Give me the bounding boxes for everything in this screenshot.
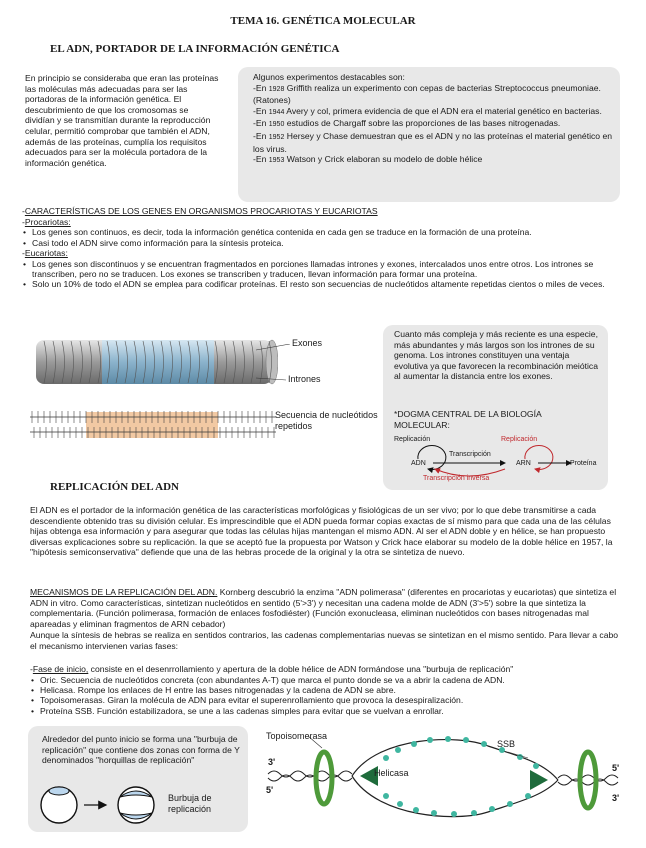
- exones-label: Exones: [292, 338, 323, 348]
- chromosome-cylinder: [36, 340, 278, 384]
- experiments-box: [238, 67, 620, 202]
- eucariotas-item: • Solo un 10% de todo el ADN se emplea para codificar proteínas. El resto son secuencias de nucleótidos altamente repetidas cientos o miles de veces.: [22, 279, 622, 289]
- ssb-protein-dot: [471, 810, 477, 816]
- fase-inicio-item: • Proteína SSB. Función estabilizadora, se une a las cadenas simples para evitar que se vuelvan a enrollar.: [30, 706, 630, 716]
- topoisomerase-rings: [316, 752, 596, 808]
- procariotas-list: [22, 227, 622, 248]
- eucariotas-list: [22, 259, 622, 290]
- experiment-item: -En 1944 Avery y col, primera evidencia de que el ADN era el material genético en bacterias.: [253, 105, 602, 116]
- dogma-title: *DOGMA CENTRAL DE LA BIOLOGÍA MOLECULAR:: [394, 409, 542, 430]
- ssb-protein-dot: [507, 801, 513, 807]
- bubble-box: [28, 726, 248, 832]
- ssb-protein-dot: [451, 811, 457, 817]
- experiment-year: 1950: [268, 121, 285, 129]
- ssb-protein-dot: [411, 741, 417, 747]
- arn-node: ARN: [516, 460, 531, 467]
- experiments-list: [253, 83, 613, 167]
- bubble-text: Alrededor del punto inicio se forma una "burbuja de replicación" que contiene dos zonas con forma de Y denominados "horquillas de replicación": [42, 734, 240, 766]
- fase-inicio-label: Fase de inicio,: [32, 664, 89, 674]
- replication-fork-figure: [258, 726, 630, 844]
- intron-exon-figure: [28, 332, 278, 444]
- mecanismos-heading: MECANISMOS DE LA REPLICACIÓN DEL ADN.: [30, 587, 218, 597]
- strand-5-right: 5': [612, 763, 620, 773]
- ssb-protein-dot: [395, 747, 401, 753]
- fase-inicio-item: • Helicasa. Rompe los enlaces de H entre las bases nitrogenadas y la cadena de ADN se abre.: [30, 685, 630, 695]
- ssb-label: SSB: [497, 739, 516, 749]
- genes-section: -CARACTERÍSTICAS DE LOS GENES EN ORGANISMOS PROCARIOTAS Y EUCARIOTAS -Procariotas: • Los genes son continuos, es decir, toda la información genética contenida en cada gen se traduce en la formación de una proteína. • Casi todo el ADN sirve como información para la síntesis proteica. -Eucariotas: • Los genes son discontinuos y se encuentran fragmentados en porciones llamadas intrones y exones, intercalados unos entre otros. Los intrones se transcriben, pero no se traducen. Los exones se transcriben y traducen, llevan información para formar una proteína. • Solo un 10% de todo el ADN se emplea para codificar proteínas. El resto son secuencias de nucleótidos altamente repetidas cientos o miles de veces.: [22, 206, 622, 290]
- experiment-item: -En 1928 Griffith realiza un experimento con cepas de bacterias Streptococcus pneumoniae. (Ratones): [253, 82, 601, 106]
- experiment-year: 1928: [268, 85, 285, 93]
- procariotas-item: • Los genes son continuos, es decir, toda la información genética contenida en cada gen se traduce en la formación de una proteína.: [22, 227, 622, 237]
- ssb-protein-dot: [533, 763, 539, 769]
- experiment-year: 1944: [268, 108, 285, 116]
- fase-inicio-item: • Oric. Secuencia de nucleótidos concreta (con abundantes A-T) que marca el punto donde se va a abrir la cadena de ADN.: [30, 675, 630, 685]
- ssb-protein-dot: [383, 793, 389, 799]
- genes-heading: CARACTERÍSTICAS DE LOS GENES EN ORGANISMOS PROCARIOTAS Y EUCARIOTAS: [24, 206, 378, 216]
- ssb-protein-dot: [397, 801, 403, 807]
- section-heading-adn: EL ADN, PORTADOR DE LA INFORMACIÓN GENÉTICA: [50, 43, 340, 55]
- ssb-protein-dot: [427, 737, 433, 743]
- bubble-label: Burbuja de replicación: [168, 793, 212, 814]
- ssb-protein-dot: [445, 736, 451, 742]
- transcripcion-label: Transcripción: [449, 451, 491, 458]
- bubble-diagram: [36, 781, 176, 831]
- strand-3-right: 3': [612, 793, 620, 803]
- page-title: TEMA 16. GENÉTICA MOLECULAR: [230, 15, 416, 27]
- replicacion-arn-label: Replicación: [501, 436, 538, 443]
- ssb-protein-dot: [431, 810, 437, 816]
- eucariotas-item: • Los genes son discontinuos y se encuentran fragmentados en porciones llamadas intrones y exones, intercalados unos entre otros. Los intrones se transcriben, pero no se traducen. Los exones se transcriben y traducen, llevan información para formar una proteína.: [22, 259, 622, 280]
- experiments-title: Algunos experimentos destacables son:: [253, 72, 405, 82]
- fase-inicio-item: • Topoisomerasas. Giran la molécula de ADN para evitar el superenrollamiento que provoca la desespiralización.: [30, 695, 630, 705]
- experiment-year: 1952: [268, 133, 285, 141]
- procariotas-item: • Casi todo el ADN sirve como información para la síntesis proteica.: [22, 238, 622, 248]
- ssb-protein-dot: [413, 807, 419, 813]
- ssb-protein-dot: [489, 806, 495, 812]
- intron-info-text: Cuanto más compleja y más reciente es una especie, más abundantes y más largos son los intrones de su genoma. Los intrones constituyen una ventaja evolutiva ya que favorecen la recombinación meiótica al aumentar la distancia entre los exones.: [394, 329, 598, 382]
- experiment-item: -En 1950 estudios de Chargaff sobre las proporciones de las bases nitrogenadas.: [253, 118, 561, 129]
- figure1-pointers: [254, 344, 294, 404]
- experiment-item: -En 1953 Watson y Crick elaboran su modelo de doble hélice: [253, 154, 483, 165]
- nucleotide-sequence: [30, 411, 276, 438]
- experiment-item: -En 1952 Hersey y Chase demuestran que es el ADN y no las proteínas el material genético en los virus.: [253, 130, 613, 154]
- section-heading-replicacion: REPLICACIÓN DEL ADN: [50, 481, 179, 493]
- ssb-protein-dot: [481, 741, 487, 747]
- intro-paragraph: En principio se consideraba que eran las proteínas las moléculas más adecuadas para ser las portadoras de la información genética. El descubrimiento de que los cromosomas se dividían y se transmitían durante la reproducción celular, permitió comprobar que también el ADN, además de las proteínas, cumplía los requisitos adecuados para ser la molécula portadora de la información genética.: [25, 73, 219, 168]
- ssb-protein-dot: [383, 755, 389, 761]
- mecanismos-paragraph: MECANISMOS DE LA REPLICACIÓN DEL ADN. Kornberg descubrió la enzima "ADN polimerasa" (diferentes en procariotas y eucariotas) que sintetiza el ADN in vitro. Como características, sintetizan nucleótidos en sentido (5'>3') y necesitan una cadena molde de ADN (3'>5') sobre la que sintetiza la complementaria. (Función polimerasa, formación de enlaces fosfodiéster) (Función exonucleasa, eliminan nucleótidos con bases nitrogenadas mal apareadas y eliminan fragmentos de ARN cebador): [30, 587, 617, 629]
- eucariotas-label: Eucariotas:: [24, 248, 68, 258]
- replicacion-adn-label: Replicación: [394, 436, 431, 443]
- mecanismos-paragraph-2: Aunque la síntesis de hebras se realiza en sentidos contrarios, las cadenas complementarias nuevas se sintetizan en el mismo sentido. Para llevar a cabo el mecanismo intervienen varias fases:: [30, 630, 619, 651]
- transcripcion-inversa-label: Transcripción inversa: [423, 475, 490, 482]
- replicacion-paragraph: El ADN es el portador de la información genética de las características morfológicas y fisiológicas de un ser vivo; por lo que debe transmitirse a cada descendiente obtenido tras su división celular. Es imprescindible que el ADN pueda formar copias exactas de sí mismo para que cada una de las células hijas obtenga esa información y para asegurar que todas las células hijas mantengan el mismo ADN. Al ser el ADN doble y en hélice, se han propuesto diversas explicaciones sobre su replicación. la que se aceptó fue la propuesta por Watson y Crick hace elaborar su modelo de la doble hélice en 1957, la "hipótesis semiconservativa" defiende que una de las hebras procede de la original y la otra se sintetiza de nuevo.: [30, 505, 613, 558]
- strand-5-left: 5': [266, 785, 274, 795]
- fase-inicio-section: -Fase de inicio, consiste en el desenrrollamiento y apertura de la doble hélice de ADN formándose una "burbuja de replicación" • Oric. Secuencia de nucleótidos concreta (con abundantes A-T) que marca el punto donde se va a abrir la cadena de ADN. • Helicasa. Rompe los enlaces de H entre las bases nitrogenadas y la cadena de ADN se abre. • Topoisomerasas. Giran la molécula de ADN para evitar el superenrollamiento que provoca la desespiralización. • Proteína SSB. Función estabilizadora, se une a las cadenas simples para evitar que se vuelvan a enrollar.: [30, 664, 630, 716]
- adn-node: ADN: [411, 460, 426, 467]
- helicasa-label: Helicasa: [374, 768, 409, 778]
- topoisomerasa-label: Topoisomerasa: [266, 731, 328, 741]
- intrones-label: Intrones: [288, 374, 321, 384]
- intron-dogma-box: [383, 325, 608, 490]
- ssb-protein-dot: [463, 737, 469, 743]
- fase-inicio-list: [30, 675, 630, 717]
- ssb-protein-dot: [525, 793, 531, 799]
- procariotas-label: Procariotas:: [24, 216, 71, 227]
- secuencia-label: Secuencia de nucleótidos repetidos: [275, 410, 378, 431]
- strand-3-left: 3': [268, 757, 276, 767]
- experiment-year: 1953: [268, 157, 285, 165]
- proteina-node: Proteína: [570, 460, 597, 467]
